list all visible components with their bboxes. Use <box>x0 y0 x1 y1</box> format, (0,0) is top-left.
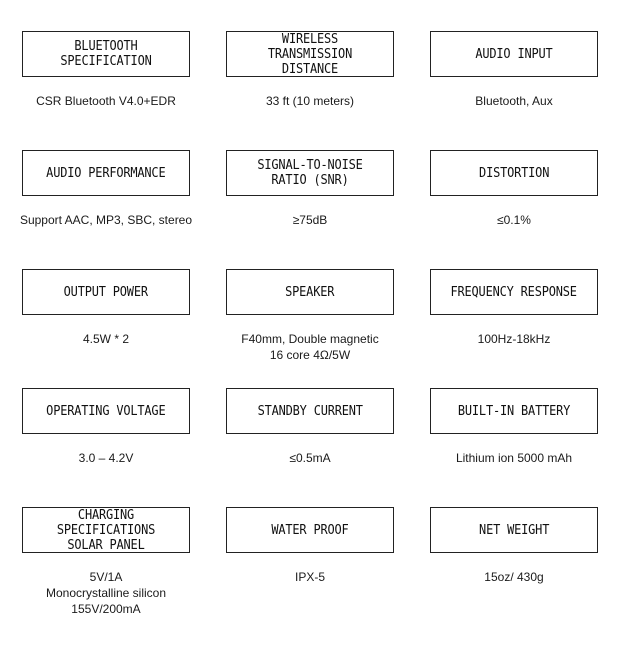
spec-title: SIGNAL-TO-NOISE RATIO (SNR) <box>257 158 363 188</box>
spec-title: AUDIO PERFORMANCE <box>46 165 166 181</box>
spec-title-box <box>226 31 394 77</box>
spec-title: SPEAKER <box>285 284 335 300</box>
spec-title-box <box>22 269 190 315</box>
spec-standby-current <box>207 388 413 466</box>
spec-title: AUDIO INPUT <box>475 46 553 62</box>
spec-title-box <box>22 31 190 77</box>
spec-title: WIRELESS TRANSMISSION DISTANCE <box>267 31 353 77</box>
spec-audio-input <box>411 31 617 109</box>
spec-title: OUTPUT POWER <box>63 284 149 300</box>
spec-value: 15oz/ 430g <box>484 570 544 584</box>
spec-operating-voltage <box>3 388 209 466</box>
spec-value: Support AAC, MP3, SBC, stereo <box>19 213 193 227</box>
spec-title-box <box>226 150 394 196</box>
spec-title: DISTORTION <box>478 165 550 181</box>
spec-distortion <box>411 150 617 228</box>
spec-wireless-distance <box>207 31 413 109</box>
spec-value: CSR Bluetooth V4.0+EDR <box>36 94 176 108</box>
spec-built-in-battery <box>411 388 617 466</box>
spec-value: 33 ft (10 meters) <box>265 94 355 108</box>
spec-value: Bluetooth, Aux <box>475 94 553 108</box>
spec-title-box <box>22 507 190 553</box>
spec-value: ≤0.5mA <box>289 451 331 465</box>
spec-value: 5V/1A Monocrystalline silicon 155V/200mA <box>45 570 167 616</box>
spec-charging <box>3 507 209 617</box>
spec-title: CHARGING SPECIFICATIONS SOLAR PANEL <box>56 507 156 553</box>
spec-title: WATER PROOF <box>271 522 349 538</box>
spec-value: 3.0 – 4.2V <box>78 451 134 465</box>
spec-value: 4.5W * 2 <box>82 332 130 346</box>
spec-title: FREQUENCY RESPONSE <box>450 284 578 300</box>
spec-value: ≤0.1% <box>497 213 531 227</box>
spec-title-box <box>226 388 394 434</box>
spec-value: ≥75dB <box>292 213 328 227</box>
spec-bluetooth <box>3 31 209 109</box>
spec-title-box <box>430 507 598 553</box>
spec-title: BUILT-IN BATTERY <box>457 403 571 419</box>
spec-title: NET WEIGHT <box>478 522 550 538</box>
spec-title: STANDBY CURRENT <box>257 403 363 419</box>
spec-output-power <box>3 269 209 347</box>
spec-title-box <box>430 269 598 315</box>
spec-title-box <box>226 507 394 553</box>
spec-title-box <box>226 269 394 315</box>
spec-title-box <box>430 31 598 77</box>
spec-title-box <box>430 150 598 196</box>
spec-value: 100Hz-18kHz <box>477 332 551 346</box>
spec-title: OPERATING VOLTAGE <box>46 403 166 419</box>
spec-snr <box>207 150 413 228</box>
spec-title: BLUETOOTH SPECIFICATION <box>60 39 152 69</box>
spec-net-weight <box>411 507 617 585</box>
spec-value: F40mm, Double magnetic 16 core 4Ω/5W <box>241 332 379 362</box>
spec-title-box <box>22 388 190 434</box>
spec-value: IPX-5 <box>294 570 325 584</box>
spec-audio-performance <box>3 150 209 228</box>
spec-value: Lithium ion 5000 mAh <box>455 451 573 465</box>
spec-water-proof <box>207 507 413 585</box>
spec-title-box <box>22 150 190 196</box>
spec-title-box <box>430 388 598 434</box>
spec-speaker <box>207 269 413 363</box>
spec-frequency-response <box>411 269 617 347</box>
